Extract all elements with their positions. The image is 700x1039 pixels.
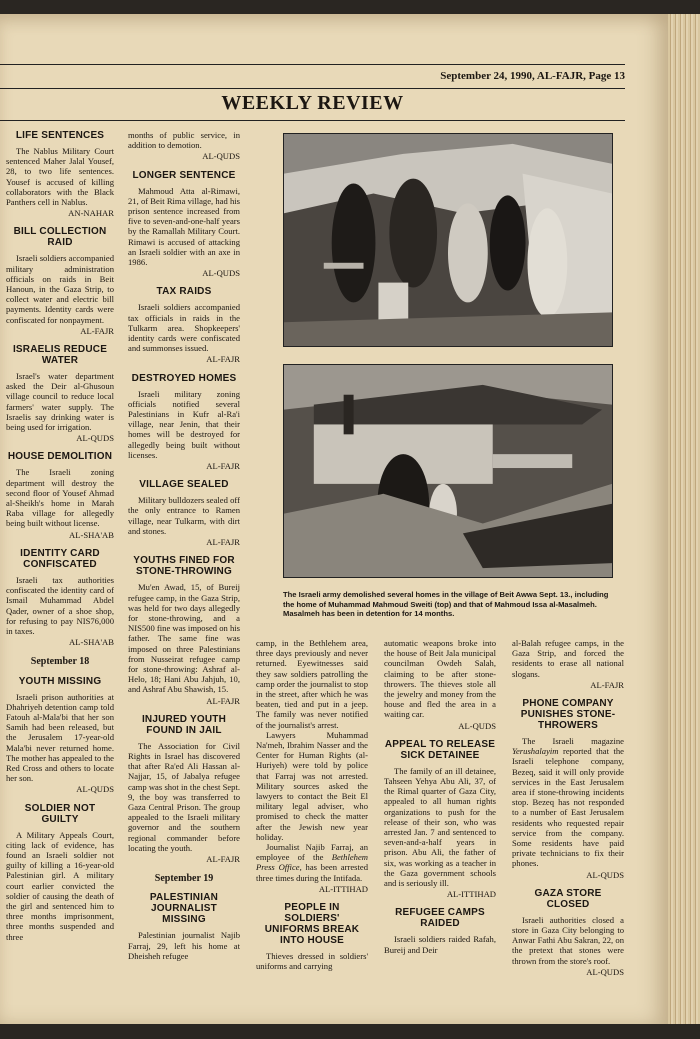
source-credit: AL-FAJR xyxy=(206,537,240,548)
source-credit: AL-FAJR xyxy=(206,695,240,706)
source-credit: AL-SHA'AB xyxy=(69,529,114,540)
headline: PHONE COMPANY PUNISHES STONE-THROWERS xyxy=(520,698,616,732)
source-credit: AL-QUDS xyxy=(458,720,496,731)
article-body: Israeli soldiers accompanied tax officials in raids in the Tulkarm area. Shopkeepers' identity cards were confiscated and summonses issued. xyxy=(128,302,240,354)
source-credit: AL-QUDS xyxy=(586,966,624,977)
text-run: The Israeli magazine xyxy=(522,736,624,747)
text-run: has been arrested three times during the Intifada. xyxy=(256,862,368,883)
article-body xyxy=(256,842,368,883)
date-heading: September 18 xyxy=(30,656,90,668)
article-body: Mahmoud Atta al-Rimawi, 21, of Beit Rima village, had his prison sentence increased from five to seven-and-one-half years by the Ramallah Military Court. Rimawi is accused of attacking an Israeli soldier with an axe in 1986. xyxy=(128,185,240,268)
source-credit: AL-QUDS xyxy=(202,151,240,162)
photo-caption: The Israeli army demolished several homes in the village of Beit Awwa Sept. 13., including the home of Muhammad Mahmoud Sweiti (top) and that of Mahmoud Issa al-Masalmeh. Masalmeh has been in detention for 14 months. xyxy=(283,590,609,618)
text-run: Journalist Najib Farraj, an employee of the xyxy=(256,842,368,863)
article-body: Palestinian journalist Najib Farraj, 29, left his home at Dheisheh refugee xyxy=(128,930,240,961)
source-credit: AL-FAJR xyxy=(206,461,240,472)
headline: PEOPLE IN SOLDIERS' UNIFORMS BREAK INTO HOUSE xyxy=(264,902,360,947)
headline: LIFE SENTENCES xyxy=(15,130,105,141)
source-credit: AL-QUDS xyxy=(76,433,114,444)
source-credit: AL-FAJR xyxy=(206,853,240,864)
headline: SOLDIER NOT GUILTY xyxy=(24,802,96,825)
source-credit: AL-QUDS xyxy=(76,784,114,795)
column-3 xyxy=(256,638,368,971)
headline: APPEAL TO RELEASE SICK DETAINEE xyxy=(384,738,496,761)
header-rule xyxy=(0,64,625,65)
photo-top xyxy=(283,133,613,347)
article-body: Military bulldozers sealed off the only entrance to Ramen village, near Tulkarm, with dirt and stones. xyxy=(128,495,240,536)
photo-bottom xyxy=(283,364,613,578)
photo-demolished-house xyxy=(284,365,612,577)
article-body: Israeli military zoning officials notified several Palestinians in Kufr al-Ra'i village, near Jenin, that their homes will be destroyed for allegedly being built without licenses. xyxy=(128,388,240,460)
source-credit: AL-ITTIHAD xyxy=(318,883,368,894)
header-rule-lower xyxy=(0,88,625,89)
publication-name: Bethlehem Press Office, xyxy=(256,852,368,873)
headline: IDENTITY CARD CONFISCATED xyxy=(20,547,100,570)
date-heading: September 19 xyxy=(154,873,214,885)
article-body: The Israeli zoning department will destroy the second floor of Yousef Ahmad al-Sheikh's home in Marah Raba village for allegedly being built without license. xyxy=(6,467,114,529)
source-credit: AN-NAHAR xyxy=(68,208,114,219)
headline: LONGER SENTENCE xyxy=(132,169,236,181)
article-body: Israel's water department asked the Deir al-Ghusoun village council to reduce local farmers' water supply. The Israelis say drinking water is being used for irrigation. xyxy=(6,371,114,433)
source-credit: AL-FAJR xyxy=(590,679,624,690)
article-body: A Military Appeals Court, citing lack of evidence, has found an Israeli soldier not guilty of killing a 16-year-old Palestinian girl. A military court earlier convicted the soldier of causing the death of the girl and sentenced him to three months imprisonment, three months suspended and three xyxy=(6,829,114,942)
headline: ISRAELIS REDUCE WATER xyxy=(12,344,108,367)
article-body: Israeli tax authorities confiscated the identity card of Ismail Muhammad Abdel Qader, owner of a shoe shop, for refusing to pay NIS76,000 in taxes. xyxy=(6,574,114,636)
article-body: Israeli authorities closed a store in Gaza City belonging to Anwar Fathi Abu Sakran, 22, on the pretext that stones were thrown from the store's roof. xyxy=(512,914,624,966)
article-body: camp, in the Bethlehem area, three days previously and never returned. Eyewitnesses said they saw soldiers patrolling the camp order the journalist to stop in the street, after which he was beaten, tied and put in a jeep. The family was never notified of the journalist's arrest. xyxy=(256,638,368,730)
section-title: WEEKLY REVIEW xyxy=(221,92,404,114)
article-body: automatic weapons broke into the house of Beit Jala municipal councilman Owdeh Salah, claiming to be after stone-throwers. The thieves stole all the jewelry and money from the house and fled the area in a waiting car. xyxy=(384,638,496,720)
article-body: The Nablus Military Court sentenced Maher Jalal Yousef, 28, to two life sentences. Yousef is accused of killing collaborators with the Black Panthers cell in Nablus. xyxy=(6,146,114,208)
headline: HOUSE DEMOLITION xyxy=(7,451,113,463)
article-body: Israeli soldiers raided Rafah, Bureij and Deir xyxy=(384,934,496,955)
article-body: Mu'en Awad, 15, of Bureij refugee camp, in the Gaza Strip, was held for two days allegedly for stone-throwing, and a NIS500 fine was imposed on his father. The same fine was imposed on three Palestinians from Nusseirat refugee camp for stone-throwing: Ashraf al-Helo, 18; Hani Abu Jahjuh, 10, and Ashraf Abu Shawish, 15. xyxy=(128,582,240,695)
publication-name: Yerushalayim xyxy=(512,746,559,757)
headline: YOUTHS FINED FOR STONE-THROWING xyxy=(133,555,235,578)
photo-demolition-family xyxy=(284,134,612,346)
headline: TAX RAIDS xyxy=(156,286,212,298)
page-stack-edge xyxy=(668,14,700,1024)
text-run: reported that the Israeli telephone company, Bezeq, said it will only provide services in the East Jerusalem area if stone-throwing incidents stop. Bezeq has not responded to a number of East Jerusalem residents who requested repair service from the company. Some residents have paid private technicians to fix their phones. xyxy=(512,746,624,869)
source-credit: AL-FAJR xyxy=(206,354,240,365)
source-credit: AL-QUDS xyxy=(202,268,240,279)
article-body: Thieves dressed in soldiers' uniforms and carrying xyxy=(256,951,368,972)
headline: PALESTINIAN JOURNALIST MISSING xyxy=(149,892,219,926)
headline: REFUGEE CAMPS RAIDED xyxy=(395,907,485,930)
column-1 xyxy=(6,130,114,942)
article-body: Lawyers Muhammad Na'meh, Ibrahim Nasser and the Center for Human Rights (al-Huriyeh) were told by police that Farraj was not arrested. Military sources asked the lawyers to contact the Beit El military legal adviser, who promised to check the matter after the Jewish new year holiday. xyxy=(256,729,368,842)
source-credit: AL-SHA'AB xyxy=(69,637,114,648)
source-credit: AL-FAJR xyxy=(80,325,114,336)
headline: DESTROYED HOMES xyxy=(131,372,237,384)
column-5 xyxy=(512,638,624,979)
article-body: Israeli prison authorities at Dhahriyeh detention camp told Fatouh al-Mala'bi that her son Samih had been released, but the Jerusalem 17-year-old Mala'bi never returned home. The mother has appealed to the Red Cross and others to locate her son. xyxy=(6,691,114,784)
masthead-rule xyxy=(0,120,625,121)
column-4 xyxy=(384,638,496,955)
column-2 xyxy=(128,130,240,961)
headline: YOUTH MISSING xyxy=(18,675,102,687)
headline: GAZA STORE CLOSED xyxy=(534,887,602,910)
headline: INJURED YOUTH FOUND IN JAIL xyxy=(141,713,227,736)
source-credit: AL-QUDS xyxy=(586,869,624,880)
headline: VILLAGE SEALED xyxy=(139,479,229,491)
article-body: months of public service, in addition to demotion. xyxy=(128,130,240,151)
article-body: The Association for Civil Rights in Israel has discovered that after Ra'ed Ali Hassan al-Najjar, 15, of Jabalya refugee camp was shot in the chest Sept. 9, the boy was transferred to Gaza Central Prison. The group appealed to the Israeli military governor and the southern regional commander before locating the youth. xyxy=(128,740,240,853)
article-body: al-Balah refugee camps, in the Gaza Strip, and forced the residents to erase all national slogans. xyxy=(512,638,624,679)
dateline: September 24, 1990, AL-FAJR, Page 13 xyxy=(440,70,625,82)
article-body xyxy=(512,736,624,869)
article-body: The family of an ill detainee, Tahseen Yehya Abu Ali, 37, of the Rimal quarter of Gaza City, appealed to all human rights organizations to push for the release of their son, who was arrested Jan. 7 and sentenced to seven-and-a-half years in prison. Abu Ali, the father of six, was working as a teacher in the Gaza government schools and is seriously ill. xyxy=(384,765,496,889)
source-credit: AL-ITTIHAD xyxy=(446,889,496,900)
headline: BILL COLLECTION RAID xyxy=(13,226,107,249)
article-body: Israeli soldiers accompanied military administration officials on raids in Beit Hanoun, in the Gaza Strip, to collect water and electric bill payments. Identity cards were confiscated for nonpayment. xyxy=(6,253,114,325)
